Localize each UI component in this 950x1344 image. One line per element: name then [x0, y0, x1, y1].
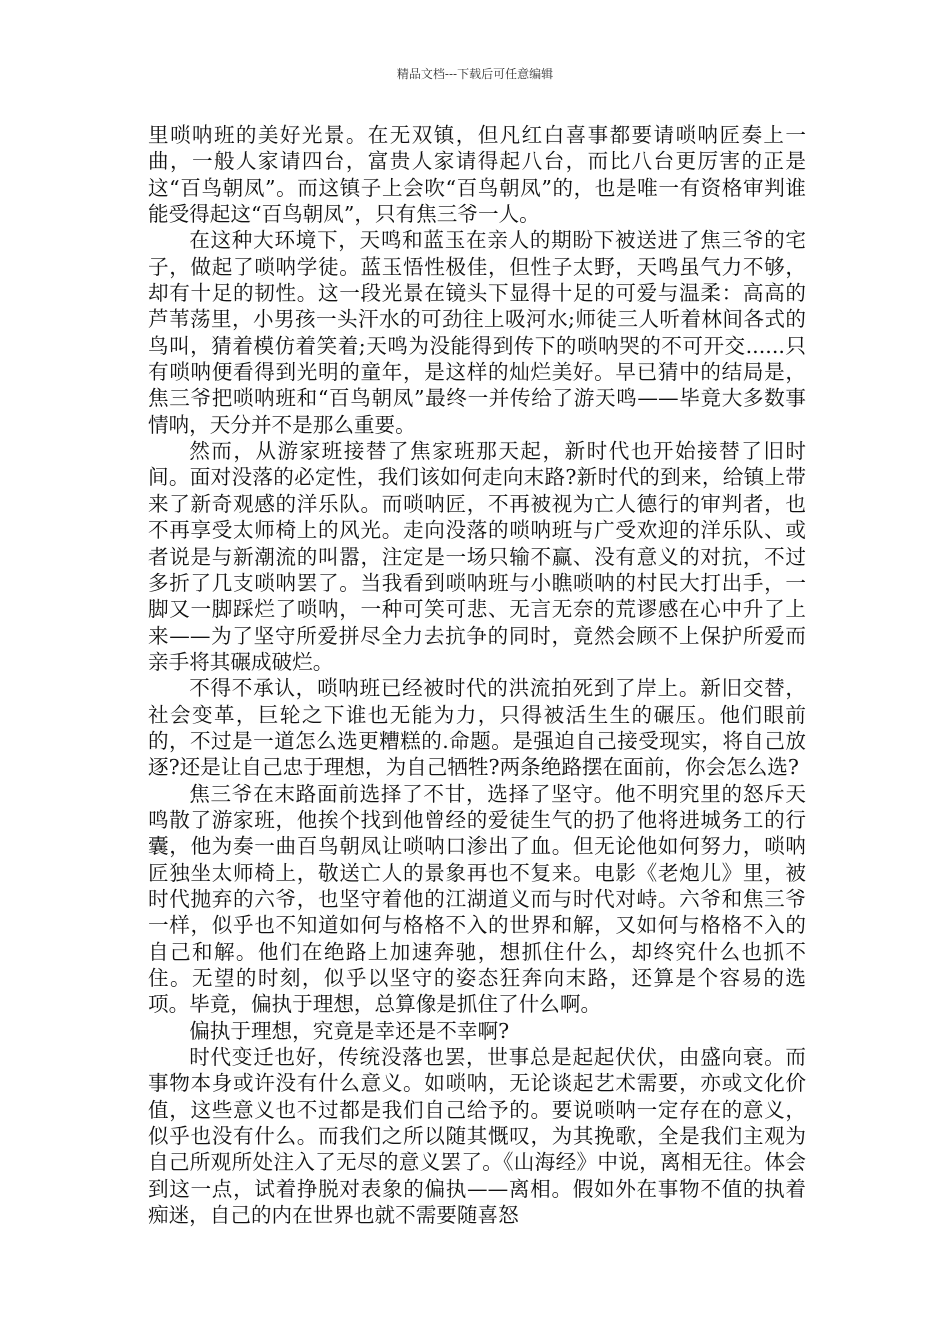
paragraph-7: 时代变迁也好，传统没落也罢，世事总是起起伏伏，由盛向衰。而事物本身或许没有什么意义。如唢呐，无论谈起艺术需要，亦或文化价值，这些意义也不过都是我们自己给予的。要说唢呐一定存在的意义，似乎也没有什么。而我们之所以随其慨叹，为其挽歌，全是我们主观为自己所观所处注入了无尽的意义罢了。《山海经》中说，离相无往。体会到这一点，试着挣脱对表象的偏执——离相。假如外在事物不值的执着痴迷，自己的内在世界也就不需要随喜怒 [148, 1045, 806, 1228]
paragraph-6: 偏执于理想，究竟是幸还是不幸啊? [189, 1018, 510, 1043]
paragraph-3: 然而，从游家班接替了焦家班那天起，新时代也开始接替了旧时间。面对没落的必定性，我们该如何走向末路?新时代的到来，给镇上带来了新奇观感的洋乐队。而唢呐匠，不再被视为亡人德行的审判者，也不再享受太师椅上的风光。走向没落的唢呐班与广受欢迎的洋乐队、或者说是与新潮流的叫嚣，注定是一场只输不赢、没有意义的对抗，不过多折了几支唢呐罢了。当我看到唢呐班与小瞧唢呐的村民大打出手，一脚又一脚踩烂了唢呐，一种可笑可悲、无言无奈的荒谬感在心中升了上来——为了坚守所爱拼尽全力去抗争的同时，竟然会顾不上保护所爱而亲手将其碾成破烂。 [148, 439, 806, 674]
paragraph-5: 焦三爷在末路面前选择了不甘，选择了坚守。他不明究里的怒斥天鸣散了游家班，他挨个找到他曾经的爱徒生气的扔了他将进城务工的行囊，他为奏一曲百鸟朝凤让唢呐口渗出了血。但无论他如何努力，唢呐匠独坐太师椅上，敬送亡人的景象再也不复来。电影《老炮儿》里，被时代抛弃的六爷，也坚守着他的江湖道义而与时代对峙。六爷和焦三爷一样，似乎也不知道如何与格格不入的世界和解，又如何与格格不入的自己和解。他们在绝路上加速奔驰，想抓住什么，却终究什么也抓不住。无望的时刻，似乎以坚守的姿态狂奔向末路，还算是个容易的选项。毕竟，偏执于理想，总算像是抓住了什么啊。 [148, 781, 806, 1017]
page-header: 精品文档---下载后可任意编辑 [396, 67, 554, 81]
paragraph-4: 不得不承认，唢呐班已经被时代的洪流拍死到了岸上。新旧交替，社会变革，巨轮之下谁也无能为力，只得被活生生的碾压。他们眼前的，不过是一道怎么选更糟糕的.命题。是强迫自己接受现实，将自己放逐?还是让自己忠于理想，为自己牺牲?两条绝路摆在面前，你会怎么选? [148, 676, 806, 780]
paragraph-2: 在这种大环境下，天鸣和蓝玉在亲人的期盼下被送进了焦三爷的宅子，做起了唢呐学徒。蓝玉悟性极佳，但性子太野，天鸣虽气力不够，却有十足的韧性。这一段光景在镜头下显得十足的可爱与温柔：高高的芦苇荡里，小男孩一头汗水的可劲往上吸河水;师徒三人听着林间各式的鸟叫，猜着模仿着笑着;天鸣为没能得到传下的唢呐哭的不可开交......只有唢呐便看得到光明的童年，是这样的灿烂美好。早已猜中的结局是，焦三爷把唢呐班和“百鸟朝凤”最终一并传给了游天鸣——毕竟大多数事情呐，天分并不是那么重要。 [148, 228, 806, 437]
paragraph-1: 里唢呐班的美好光景。在无双镇，但凡红白喜事都要请唢呐匠奏上一曲，一般人家请四台，富贵人家请得起八台，而比八台更厉害的正是这“百鸟朝凤”。而这镇子上会吹“百鸟朝凤”的，也是唯一有资格审判谁能受得起这“百鸟朝凤”，只有焦三爷一人。 [148, 123, 806, 227]
article-body [148, 122, 806, 1228]
